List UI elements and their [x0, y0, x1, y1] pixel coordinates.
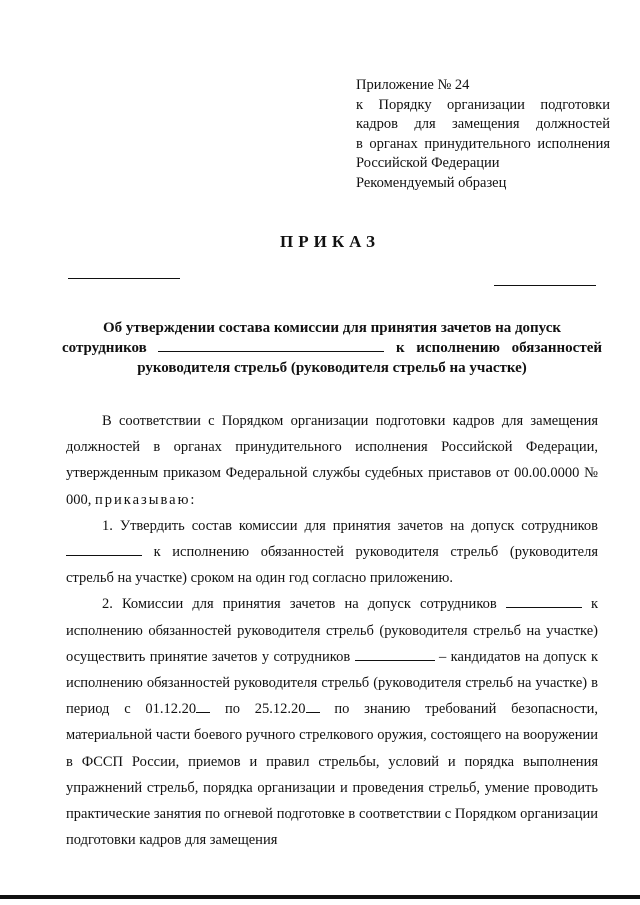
- item-2-text-e: по знанию требований безопасности, материальной части боевого ручного стрелкового оружия, состоящего на вооружении в ФССП России, приемов и правил стрельбы, условий и порядка выполнения упражнений стрельб, порядка организации и проведения стрельб, умение проводить практические занятия по огневой подготовке в соответствии с Порядком организации подготовки кадров для замещения: [66, 701, 599, 849]
- appendix-header: [356, 76, 610, 174]
- appendix-line-4: Российской Федерации: [356, 155, 500, 171]
- appendix-line-2: кадров для замещения должностей: [356, 116, 610, 132]
- order-word: приказываю:: [95, 491, 197, 508]
- item-2-text-d: по 25.12.20: [224, 701, 306, 718]
- scan-edge-bar: [0, 895, 640, 899]
- item-2-blank-2: [355, 649, 435, 661]
- item-2-text-c: – кандидатов на допуск к исполнению обязанностей руководителя стрельб (руководителя стрельб на участке) в период с 01.12.20: [66, 648, 598, 718]
- subject-line-2-start: сотрудников: [62, 340, 147, 356]
- intro-text: В соответствии с Порядком организации подготовки кадров для замещения должностей в органах принудительного исполнения Российской Федерации, утвержденным приказом Федеральной службы судебных приставов от 00.00.0000 № 000,: [66, 413, 598, 508]
- subject-line-2-end: к исполнению обязанностей: [396, 340, 602, 356]
- date-blank-line: [68, 278, 180, 279]
- item-2-blank-1: [506, 596, 582, 608]
- appendix-line-3: в органах принудительного исполнения: [356, 135, 610, 152]
- item-2-text-b: к исполнению обязанностей руководителя стрельб (руководителя стрельб на участке) осуществить принятие зачетов у сотрудников: [66, 596, 599, 665]
- order-subject: [62, 318, 602, 378]
- order-body: [66, 408, 598, 853]
- item-1-text-a: 1. Утвердить состав комиссии для принятия зачетов на допуск сотрудников: [102, 517, 598, 534]
- item-1-blank: [66, 544, 142, 556]
- document-title: ПРИКАЗ: [280, 232, 380, 251]
- item-2-paragraph: [66, 591, 598, 853]
- subject-line-1: Об утверждении состава комиссии для принятия зачетов на допуск: [102, 320, 562, 336]
- intro-paragraph: [66, 408, 598, 513]
- appendix-line-1: к Порядку организации подготовки: [356, 96, 610, 113]
- recommended-sample: Рекомендуемый образец: [356, 175, 507, 191]
- item-1-text-b: к исполнению обязанностей руководителя стрельб (руководителя стрельб на участке) сроком на один год согласно приложению.: [66, 544, 598, 587]
- item-2-year-blank-1: [196, 701, 210, 713]
- item-1-paragraph: [66, 513, 598, 592]
- item-2-text-a: 2. Комиссии для принятия зачетов на допуск сотрудников: [102, 596, 497, 613]
- appendix-number: Приложение № 24: [356, 77, 470, 93]
- item-2-year-blank-2: [306, 701, 320, 713]
- number-blank-line: [494, 285, 596, 286]
- subject-blank: [158, 339, 384, 352]
- subject-line-3: руководителя стрельб (руководителя стрельб на участке): [137, 360, 527, 376]
- subject-line-2: [62, 338, 602, 358]
